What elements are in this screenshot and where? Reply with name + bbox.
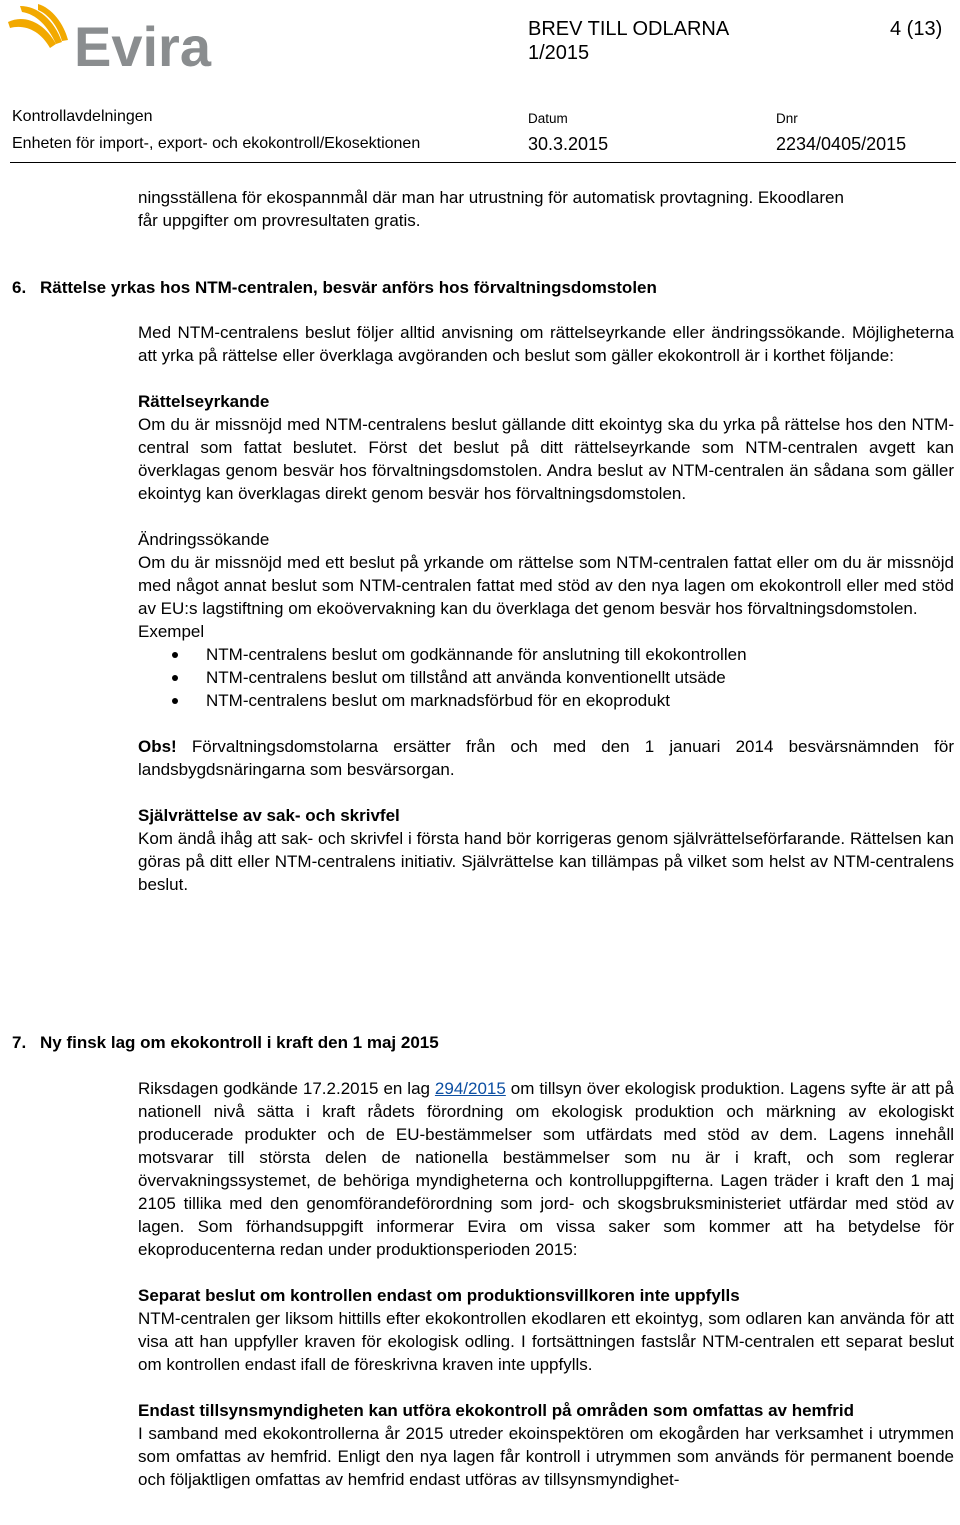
- andringssokande-text: Om du är missnöjd med ett beslut på yrkande om rättelse som NTM-centralen fattat eller om du är missnöjd med något annat beslut som NTM-centralen fattat med stöd av den nya lagen om ekokontroll eller med stöd av EU:s lagstiftning om ekoövervakning kan du överklaga det genom besvär hos förvaltningsdomstolen.: [138, 553, 954, 618]
- andringssokande-heading: Ändringssökande: [138, 530, 270, 549]
- section-6-number: 6.: [12, 278, 27, 297]
- list-item: NTM-centralens beslut om godkännande för anslutning till ekokontrollen: [138, 643, 954, 666]
- bullet-icon: [172, 698, 178, 704]
- law-294-2015-link[interactable]: 294/2015: [434, 1079, 506, 1098]
- rattelseyrkande-heading: Rättelseyrkande: [138, 392, 270, 411]
- dnr-value: 2234/0405/2015: [776, 134, 907, 154]
- section-6-body: [138, 321, 954, 896]
- hemfrid-text: I samband med ekokontrollerna år 2015 utreder ekoinspektören om ekogården har verksamhet i utrymmen som omfattas av hemfrid. Enligt den nya lagen får kontroll i utrymmen som används för permanent boende och följaktligen omfattas av hemfrid endast utföras av tillsynsmyndighet-: [138, 1424, 954, 1489]
- bullet-icon: [172, 652, 178, 658]
- obs-text: Förvaltningsdomstolarna ersätter från och med den 1 januari 2014 besvärsnämnden för landsbygdsnäringarna som besvärsorgan.: [138, 737, 954, 779]
- intro-line-1: ningsställena för ekospannmål där man har utrustning för automatisk provtagning. Ekoodlaren: [138, 188, 844, 207]
- unit: Enheten för import-, export- och ekokontroll/Ekosektionen: [12, 135, 421, 152]
- bullet-icon: [172, 675, 178, 681]
- example-label: Exempel: [138, 622, 205, 641]
- evira-logo: [4, 4, 244, 76]
- section-7-body: [138, 1077, 954, 1491]
- logo-sun-icon: [8, 4, 68, 48]
- obs-label: Obs!: [138, 737, 177, 756]
- section-6-intro: Med NTM-centralens beslut följer alltid anvisning om rättelseyrkande eller ändringssökande. Möjligheterna att yrka på rättelse eller överklaga avgöranden och beslut som gäller ekokontroll är i korthet följande:: [138, 323, 954, 365]
- section-7-title: Ny finsk lag om ekokontroll i kraft den 1 maj 2015: [40, 1033, 439, 1052]
- section-6-title: Rättelse yrkas hos NTM-centralen, besvär anförs hos förvaltningsdomstolen: [40, 278, 657, 297]
- date-value: 30.3.2015: [528, 134, 609, 154]
- department: Kontrollavdelningen: [12, 108, 153, 125]
- section-7-intro: Riksdagen godkände 17.2.2015 en lag 294/2015 om tillsyn över ekologisk produktion. Lagens syfte är att på nationell nivå sätta i kraft rådets förordning om ekologisk produktion och märkning av ekologiskt producerade produkter och de EU-bestämmelser som utfärdats med stöd av dem. Lagens innehåll motsvarar till största delen de nationella bestämmelser som nu är i kraft, och som reglerar övervakningssystemet, de behöriga myndigheterna och kontrolluppgifterna. Lagen träder i kraft den 1 maj 2105 tillika med den genomförandeförordning som jord- och skogsbruksministeriet utfärdar med stöd av lagen. Som förhandsuppgift informerar Evira om vissa saker som kommer att ha betydelse för ekoproducenterna redan under produktionsperioden 2015:: [138, 1079, 954, 1259]
- intro-paragraph: [138, 186, 956, 232]
- list-item: NTM-centralens beslut om tillstånd att använda konventionellt utsäde: [138, 666, 954, 689]
- list-item: NTM-centralens beslut om marknadsförbud för en ekoprodukt: [138, 689, 954, 712]
- document-title: [528, 17, 729, 65]
- date-label: Datum: [528, 111, 568, 126]
- logo-text: Evira: [74, 15, 211, 76]
- hemfrid-heading: Endast tillsynsmyndigheten kan utföra ekokontroll på områden som omfattas av hemfrid: [138, 1401, 855, 1420]
- separat-beslut-text: NTM-centralen ger liksom hittills efter ekokontrollen ekodlaren ett ekointyg, som odlaren kan använda för att visa att han uppfyller kraven för ekologisk odling. I fortsättningen fastslår NTM-centralen ett separat beslut om kontrollen endast ifall de föreskrivna kraven inte uppfylls.: [138, 1309, 954, 1374]
- header-divider: [10, 162, 956, 163]
- section-7-number: 7.: [12, 1033, 27, 1052]
- title-line-2: 1/2015: [528, 42, 590, 64]
- obs-note: [138, 735, 954, 781]
- page-number: 4 (13): [890, 18, 943, 40]
- intro-line-2: får uppgifter om provresultaten gratis.: [138, 211, 421, 230]
- rattelseyrkande-text: Om du är missnöjd med NTM-centralens beslut gällande ditt ekointyg ska du yrka på rättelse hos den NTM-central som fattat beslutet. Först det beslut på ditt rättelseyrkande som NTM-centralen avgett kan överklagas genom besvär hos förvaltningsdomstolen. Andra beslut av NTM-centralen än sådana som gäller ekointyg kan överklagas direkt genom besvär hos förvaltningsdomstolen.: [138, 415, 954, 503]
- example-list: [138, 643, 954, 712]
- sjalvrattelse-text: Kom ändå ihåg att sak- och skrivfel i första hand bör korrigeras genom självrättelseförfarande. Rättelsen kan göras på ditt eller NTM-centralens initiativ. Självrättelse kan tillämpas på vilket som helst av NTM-centralens beslut.: [138, 829, 954, 894]
- dnr-label: Dnr: [776, 111, 798, 126]
- title-line-1: BREV TILL ODLARNA: [528, 18, 730, 40]
- sjalvrattelse-heading: Självrättelse av sak- och skrivfel: [138, 806, 400, 825]
- separat-beslut-heading: Separat beslut om kontrollen endast om produktionsvillkoren inte uppfylls: [138, 1286, 740, 1305]
